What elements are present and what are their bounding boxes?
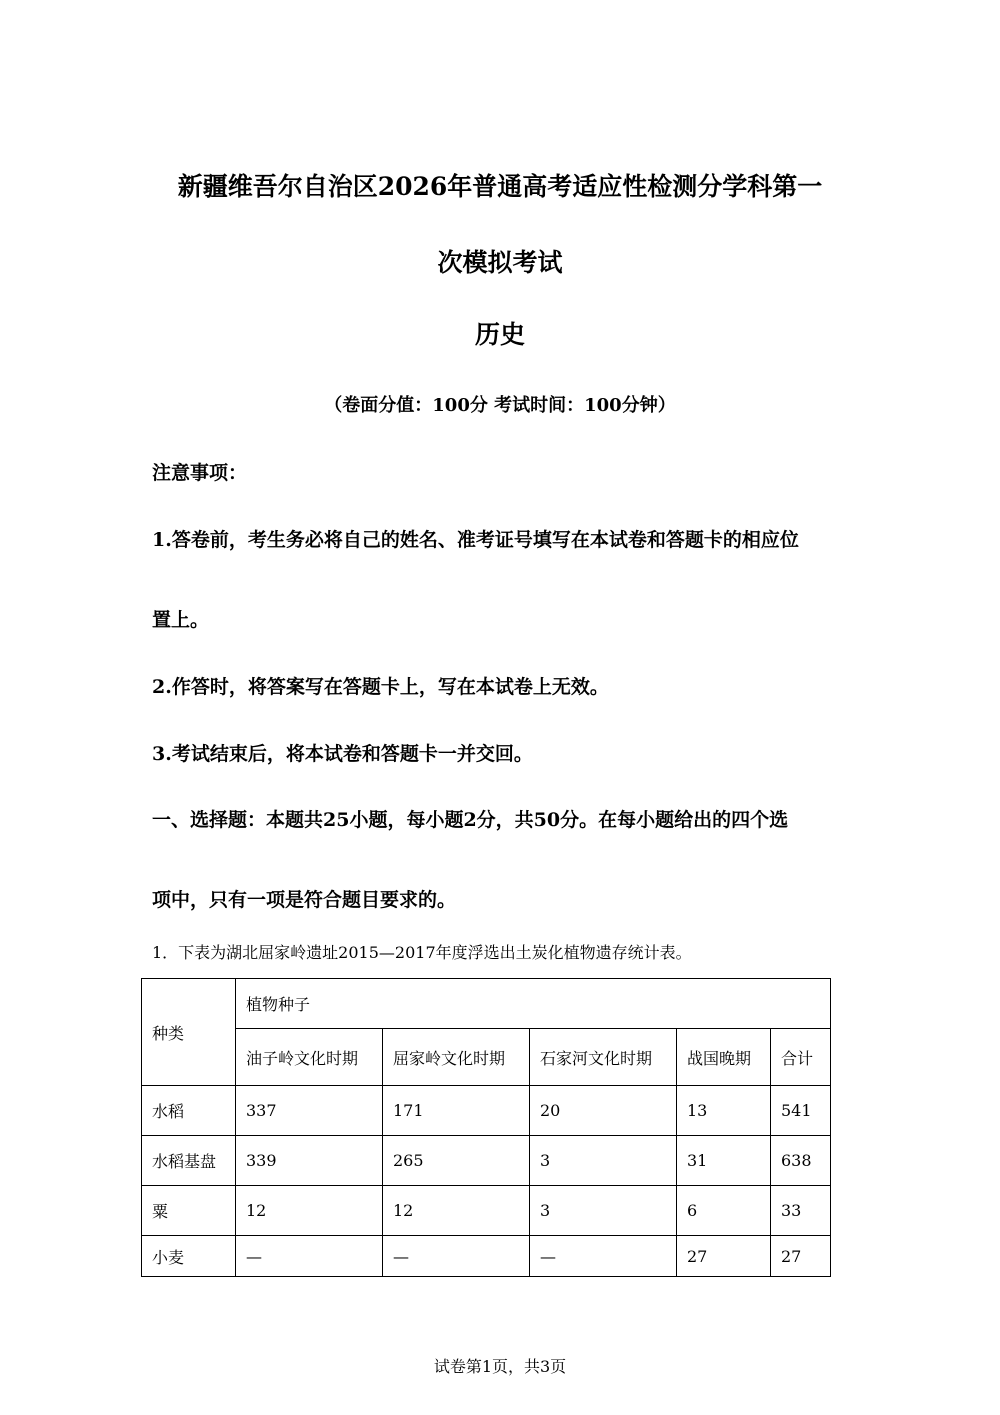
notice-item-1-line-2: 置上。 — [152, 609, 210, 631]
table-cell: 27 — [771, 1236, 831, 1277]
column-header: 合计 — [771, 1029, 831, 1086]
row-header-cell: 种类 — [142, 979, 236, 1086]
table-row — [142, 1086, 831, 1136]
notice-item-2: 2.作答时，将答案写在答题卡上，写在本试卷上无效。 — [152, 676, 609, 698]
section-1-line-1: 一、选择题：本题共25小题，每小题2分，共50分。在每小题给出的四个选 — [152, 809, 789, 831]
notice-heading: 注意事项： — [152, 462, 248, 484]
table-row — [142, 1186, 831, 1236]
table-cell: 6 — [677, 1186, 771, 1236]
row-label: 水稻 — [142, 1086, 236, 1136]
table-cell: 541 — [771, 1086, 831, 1136]
column-header: 石家河文化时期 — [530, 1029, 677, 1086]
table-cell: 20 — [530, 1086, 677, 1136]
table-cell: — — [530, 1236, 677, 1277]
column-header: 屈家岭文化时期 — [383, 1029, 530, 1086]
table-cell: 339 — [236, 1136, 383, 1186]
exam-title-line-2: 次模拟考试 — [437, 248, 563, 277]
table-cell: 171 — [383, 1086, 530, 1136]
table-cell: 337 — [236, 1086, 383, 1136]
column-header: 油子岭文化时期 — [236, 1029, 383, 1086]
table-cell: 3 — [530, 1136, 677, 1186]
row-label: 小麦 — [142, 1236, 236, 1277]
plant-remains-table — [141, 978, 831, 1277]
table-cell: 33 — [771, 1186, 831, 1236]
table-cell: 3 — [530, 1186, 677, 1236]
table-header-row-2 — [142, 1029, 831, 1086]
score-time-info: （卷面分值：100分 考试时间：100分钟） — [324, 395, 676, 416]
row-label: 水稻基盘 — [142, 1136, 236, 1186]
column-header: 战国晚期 — [677, 1029, 771, 1086]
table-cell: 13 — [677, 1086, 771, 1136]
table-header-row-1 — [142, 979, 831, 1029]
table-cell: 638 — [771, 1136, 831, 1186]
question-1-stem: 1．下表为湖北屈家岭遗址2015—2017年度浮选出土炭化植物遗存统计表。 — [152, 943, 692, 962]
table-cell: 265 — [383, 1136, 530, 1186]
group-header-cell: 植物种子 — [236, 979, 831, 1029]
row-label: 粟 — [142, 1186, 236, 1236]
table-row — [142, 1236, 831, 1277]
table-cell: — — [236, 1236, 383, 1277]
section-1-line-2: 项中，只有一项是符合题目要求的。 — [152, 889, 457, 911]
table-cell: — — [383, 1236, 530, 1277]
exam-title-line-1: 新疆维吾尔自治区2026年普通高考适应性检测分学科第一 — [177, 172, 823, 201]
notice-item-3: 3.考试结束后，将本试卷和答题卡一并交回。 — [152, 743, 533, 765]
subject-title: 历史 — [474, 320, 525, 349]
page-footer: 试卷第1页，共3页 — [433, 1357, 567, 1376]
table-cell: 12 — [236, 1186, 383, 1236]
table-cell: 31 — [677, 1136, 771, 1186]
notice-item-1-line-1: 1.答卷前，考生务必将自己的姓名、准考证号填写在本试卷和答题卡的相应位 — [152, 529, 799, 551]
table-cell: 12 — [383, 1186, 530, 1236]
table-row — [142, 1136, 831, 1186]
table-cell: 27 — [677, 1236, 771, 1277]
